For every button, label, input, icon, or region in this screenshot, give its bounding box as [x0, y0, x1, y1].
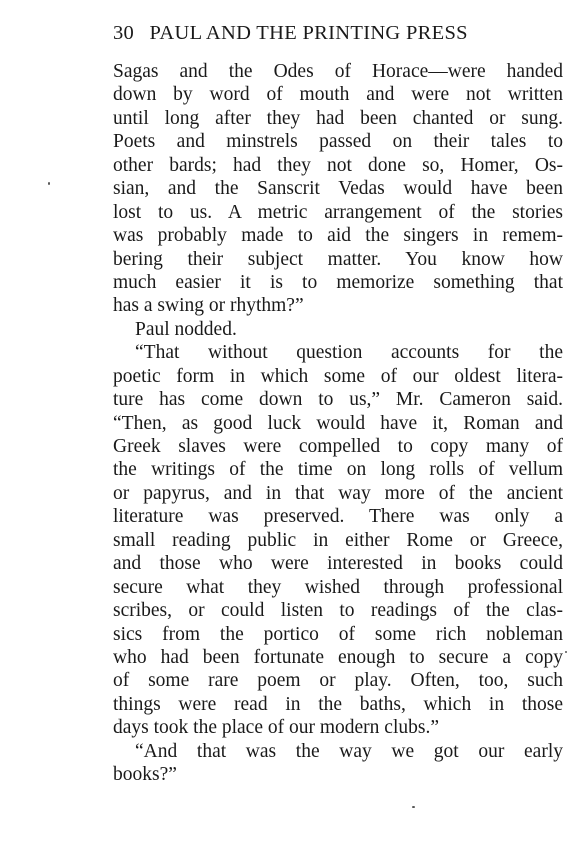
text-line: the writings of the time on long rolls of vellum	[113, 459, 563, 481]
ink-speck	[48, 182, 50, 185]
text-line: sics from the portico of some rich nobleman	[113, 623, 563, 645]
text-line: “That without question accounts for the	[135, 342, 563, 364]
body-text	[113, 60, 563, 787]
text-line: until long after they had been chanted or sung.	[113, 107, 563, 129]
text-line: literature was preserved. There was only a	[113, 506, 563, 528]
text-line: “Then, as good luck would have it, Roman and	[113, 412, 563, 434]
text-line: Sagas and the Odes of Horace—were handed	[113, 61, 563, 82]
page-number: 30	[113, 22, 135, 44]
text-line: Greek slaves were compelled to copy many of	[113, 436, 563, 457]
text-line: or papyrus, and in that way more of the ancient	[113, 482, 563, 504]
text-line: days took the place of our modern clubs.”	[113, 717, 439, 739]
text-line: down by word of mouth and were not written	[113, 84, 563, 106]
text-line: and those who were interested in books could	[113, 553, 563, 575]
text-line: other bards; had they not done so, Homer, Os-	[113, 154, 563, 176]
text-line: things were read in the baths, which in those	[113, 693, 563, 715]
text-line: was probably made to aid the singers in remem-	[113, 225, 563, 247]
ink-speck	[565, 651, 567, 653]
running-header	[113, 22, 563, 52]
text-line: bering their subject matter. You know how	[113, 248, 563, 270]
text-line: small reading public in either Rome or Greece,	[113, 529, 563, 551]
text-line: secure what they wished through professional	[113, 576, 563, 598]
ink-speck	[412, 806, 415, 808]
text-line: who had been fortunate enough to secure a copy	[113, 646, 563, 668]
text-line: of some rare poem or play. Often, too, such	[113, 670, 563, 692]
text-line: Poets and minstrels passed on their tales to	[113, 131, 563, 153]
text-line: “And that was the way we got our early	[135, 740, 563, 762]
text-line: lost to us. A metric arrangement of the stories	[113, 201, 563, 223]
text-line: ture has come down to us,” Mr. Cameron said.	[113, 389, 563, 411]
text-line: scribes, or could listen to readings of the clas-	[113, 600, 563, 622]
text-line: Paul nodded.	[135, 318, 237, 340]
text-line: books?”	[113, 764, 177, 786]
text-line: much easier it is to memorize something that	[113, 271, 563, 293]
text-line: sian, and the Sanscrit Vedas would have been	[113, 178, 563, 200]
text-line: poetic form in which some of our oldest litera-	[113, 365, 563, 387]
text-line: has a swing or rhythm?”	[113, 295, 304, 317]
running-title: PAUL AND THE PRINTING PRESS	[149, 22, 468, 44]
